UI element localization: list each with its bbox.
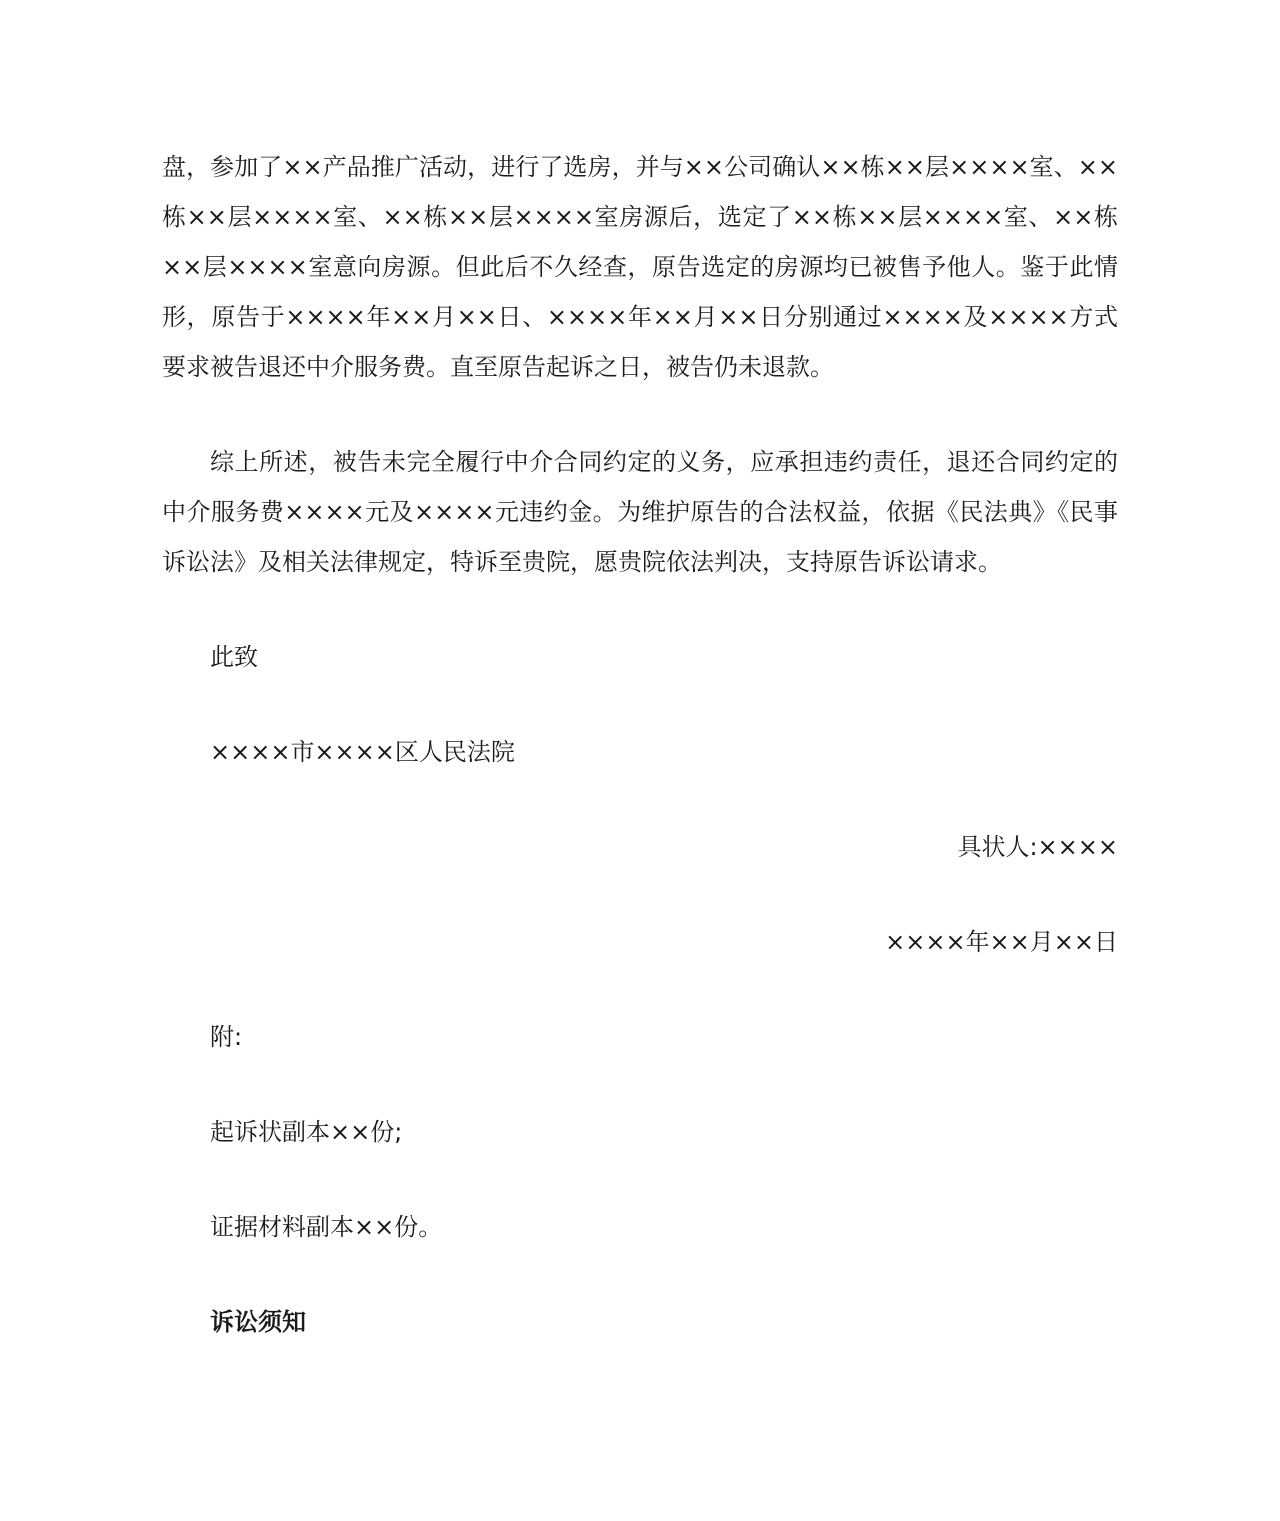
court-name: ××××市××××区人民法院 [210,738,515,766]
facts-paragraph: 盘，参加了××产品推广活动，进行了选房，并与××公司确认××栋××层××××室、××栋××层××××室、××栋××层××××室房源后，选定了××栋××层××××室、××栋××层××××室意向房源。但此后不久经查，原告选定的房源均已被售予他人。鉴于此情形，原告于××××年××月××日、××××年××月××日分别通过××××及××××方式要求被告退还中介服务费。直至原告起诉之日，被告仍未退款。 [162,153,1118,381]
attachment-item: 证据材料副本××份。 [210,1213,443,1241]
attachment-label: 附: [210,1023,243,1051]
date: ××××年××月××日 [885,928,1118,956]
document-page [162,142,1118,1347]
signer: 具状人:×××× [957,833,1118,861]
summary-paragraph: 综上所述，被告未完全履行中介合同约定的义务，应承担违约责任，退还合同约定的中介服务费××××元及××××元违约金。为维护原告的合法权益，依据《民法典》《民事诉讼法》及相关法律规定，特诉至贵院，愿贵院依法判决，支持原告诉讼请求。 [162,448,1118,576]
notice-heading: 诉讼须知 [210,1308,306,1336]
salutation: 此致 [210,643,258,671]
attachment-item: 起诉状副本××份; [210,1118,403,1146]
